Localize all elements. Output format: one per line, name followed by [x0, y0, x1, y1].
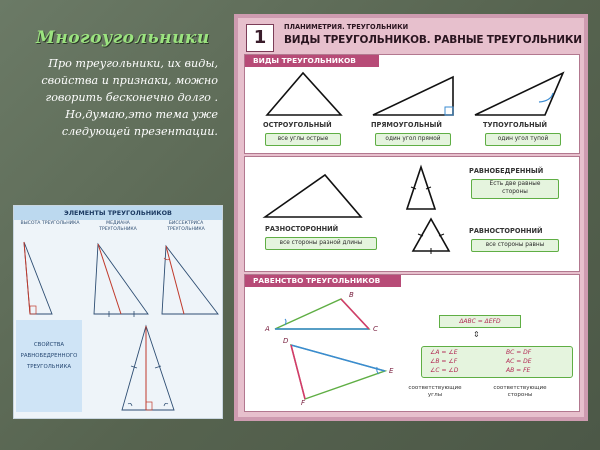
right-desc: один угол прямой [375, 133, 451, 146]
right-label: ПРЯМОУГОЛЬНЫЙ [371, 121, 442, 129]
isosceles-desc-line1: Есть две равные [489, 181, 541, 187]
triangle-def [291, 345, 385, 399]
poster-number: 1 [246, 24, 274, 52]
isosceles-desc-line2: стороны [502, 189, 528, 195]
isosceles-desc [471, 179, 559, 199]
isosceles-label: РАВНОБЕДРЕННЫЙ [469, 167, 544, 175]
corr-angles-line2: углы [427, 392, 443, 398]
corr-sides-line2: стороны [507, 392, 533, 398]
equilateral-label: РАВНОСТОРОННИЙ [469, 227, 543, 235]
types-by-sides-panel [244, 156, 580, 272]
isosceles-properties-box [16, 320, 82, 412]
right-angle-marker [445, 107, 453, 115]
side-eq-3: AB = FE [506, 367, 531, 374]
elements-poster-title: ЭЛЕМЕНТЫ ТРЕУГОЛЬНИКОВ [14, 206, 222, 220]
equality-header: РАВЕНСТВО ТРЕУГОЛЬНИКОВ [245, 275, 401, 287]
isosceles-triangle [122, 326, 174, 410]
types-header: ВИДЫ ТРЕУГОЛЬНИКОВ [245, 55, 379, 67]
angle-eq-3: ∠C = ∠D [430, 367, 459, 374]
acute-label: ОСТРОУГОЛЬНЫЙ [263, 121, 332, 129]
acute-triangle [267, 73, 341, 115]
scalene-triangle [265, 175, 361, 217]
side-eq-2: AC = DE [506, 358, 532, 365]
right-triangle [373, 77, 453, 115]
corr-angles-line1: соответствующие [408, 385, 462, 391]
poster-supertitle: ПЛАНИМЕТРИЯ. ТРЕУГОЛЬНИКИ [284, 23, 409, 31]
column-bisector: БИССЕКТРИСА ТРЕУГОЛЬНИКА [167, 221, 205, 232]
vertex-e: E [389, 367, 394, 375]
equilateral-triangle [413, 219, 449, 251]
right-angle-mark [30, 306, 36, 314]
congruence-statement: ΔABC = ΔEFD [439, 315, 521, 328]
median-triangle [94, 244, 148, 314]
slide-body-text: Про треугольники, их виды, свойства и признаки, можно говорить бесконечно долго . Но,думаю,это тема уже следующей презентации. [41, 57, 218, 138]
bisector-line [166, 246, 184, 314]
altitude-triangle [24, 242, 52, 314]
elements-poster [13, 205, 223, 419]
median-line [98, 244, 121, 314]
equalities-box [421, 346, 573, 378]
isosceles-triangle-big [407, 167, 435, 209]
angle-eq-2: ∠B = ∠F [430, 358, 458, 365]
bisector-triangle [162, 246, 218, 314]
scalene-label: РАЗНОСТОРОННИЙ [265, 225, 339, 233]
vertex-f: F [301, 399, 306, 407]
corr-sides-line1: соответствующие [493, 385, 547, 391]
obtuse-triangle [475, 73, 563, 115]
equality-panel [244, 274, 580, 412]
vertex-d: D [283, 337, 289, 345]
vertex-b: B [349, 291, 354, 299]
corresponding-angles-label [403, 385, 467, 399]
slide-title: Многоугольники [36, 28, 210, 48]
obtuse-label: ТУПОУГОЛЬНЫЙ [483, 121, 547, 129]
scalene-desc: все стороны разной длины [265, 237, 377, 250]
angle-eq-1: ∠A = ∠E [430, 349, 458, 356]
vertex-c: C [373, 325, 378, 333]
side-eq-1: BC = DF [506, 349, 532, 356]
triangles-poster [234, 14, 588, 421]
column-median: МЕДИАНА ТРЕУГОЛЬНИКА [99, 221, 137, 232]
types-by-angle-panel [244, 54, 580, 154]
isosceles-properties-label: СВОЙСТВА РАВНОБЕДРЕННОГО ТРЕУГОЛЬНИКА [20, 342, 78, 370]
obtuse-desc: один угол тупой [485, 133, 561, 146]
altitude-line [24, 242, 30, 314]
poster-title: ВИДЫ ТРЕУГОЛЬНИКОВ. РАВНЫЕ ТРЕУГОЛЬНИКИ [284, 34, 582, 46]
vertex-a: A [265, 325, 270, 333]
corresponding-sides-label [485, 385, 555, 399]
acute-desc: все углы острые [265, 133, 341, 146]
equilateral-desc: все стороны равны [471, 239, 559, 252]
equivalence-arrow: ⇕ [473, 330, 480, 339]
column-altitude: ВЫСОТА ТРЕУГОЛЬНИКА [20, 221, 80, 226]
